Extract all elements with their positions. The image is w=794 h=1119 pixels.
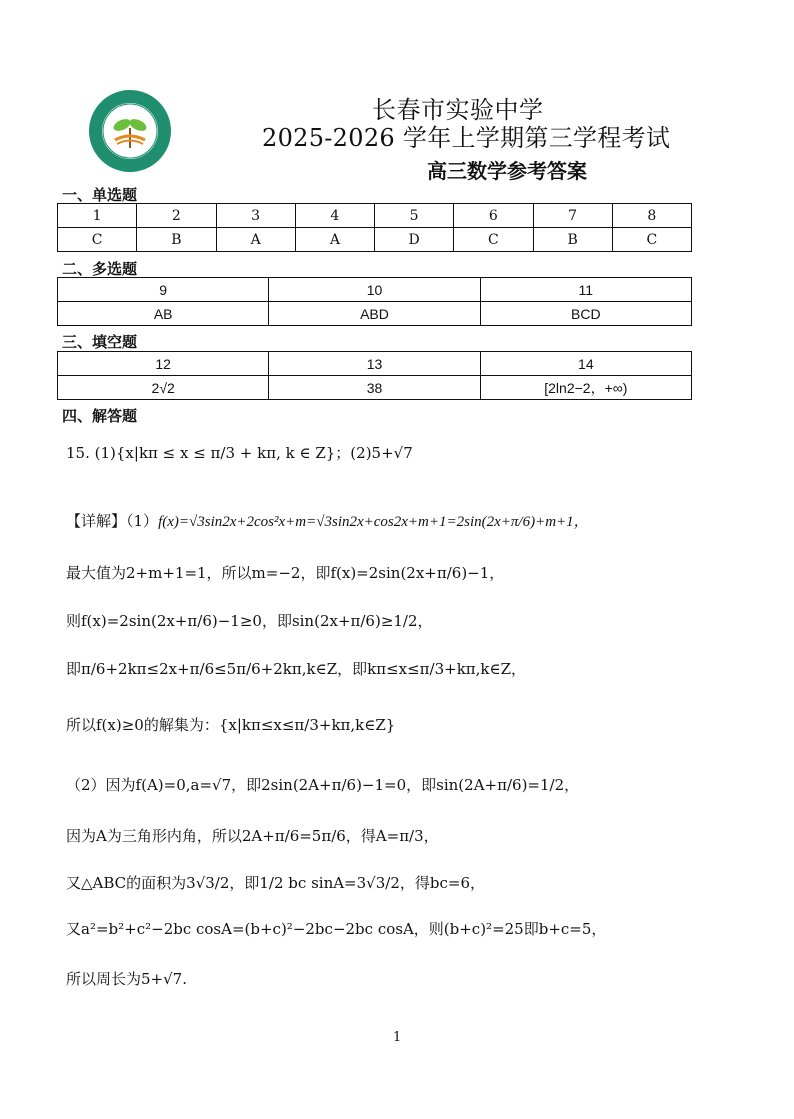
- q15-step-1: 【详解】（1）f(x)=√3sin2x+2cos²x+m=√3sin2x+cos2x+m+1=2sin(2x+π/6)+m+1，: [66, 512, 589, 530]
- answer-cell: B: [137, 228, 216, 252]
- answer-cell: C: [612, 228, 691, 252]
- q15-step-8: 又△ABC的面积为3√3/2，即1/2 bc sinA=3√3/2，得bc=6，: [66, 874, 485, 892]
- answer-cell: BCD: [480, 302, 691, 326]
- exam-title: 2025-2026 学年上学期第三学程考试: [262, 124, 671, 152]
- q15-step-7: 因为A为三角形内角，所以2A+π/6=5π/6，得A=π/3，: [66, 827, 439, 845]
- question-number-cell: 13: [269, 352, 480, 376]
- section-multi-choice: 二、多选题: [62, 260, 138, 278]
- question-number-cell: 6: [454, 204, 533, 228]
- page-number: 1: [393, 1030, 402, 1045]
- answer-cell: C: [454, 228, 533, 252]
- question-number-cell: 7: [533, 204, 612, 228]
- answer-cell: A: [295, 228, 374, 252]
- question-number-cell: 12: [58, 352, 269, 376]
- single-choice-table: [57, 203, 692, 252]
- q15-step-9: 又a²=b²+c²−2bc cosA=(b+c)²−2bc−2bc cosA，则(b+c)²=25即b+c=5，: [66, 920, 607, 938]
- question-number-cell: 5: [375, 204, 454, 228]
- answer-cell: 38: [269, 376, 480, 400]
- question-number-cell: 4: [295, 204, 374, 228]
- answer-cell: D: [375, 228, 454, 252]
- question-number-cell: 11: [480, 278, 691, 302]
- section-fill-blank: 三、填空题: [62, 333, 138, 351]
- question-number-cell: 2: [137, 204, 216, 228]
- q15-step-4: 即π/6+2kπ≤2x+π/6≤5π/6+2kπ,k∈Z，即kπ≤x≤π/3+kπ,k∈Z，: [66, 660, 527, 678]
- answer-cell: C: [58, 228, 137, 252]
- q15-answer: 15. (1){x|kπ ≤ x ≤ π/3 + kπ, k ∈ Z}；(2)5+√7: [66, 444, 413, 462]
- section-single-choice: 一、单选题: [62, 186, 138, 204]
- fill-blank-table: [57, 351, 692, 400]
- answer-cell: 2√2: [58, 376, 269, 400]
- question-number-cell: 1: [58, 204, 137, 228]
- question-number-cell: 10: [269, 278, 480, 302]
- q15-step-6: （2）因为f(A)=0,a=√7，即2sin(2A+π/6)−1=0，即sin(2A+π/6)=1/2，: [66, 776, 580, 794]
- answer-cell: A: [216, 228, 295, 252]
- q15-step-2: 最大值为2+m+1=1，所以m=−2，即f(x)=2sin(2x+π/6)−1，: [66, 564, 505, 582]
- subject-title: 高三数学参考答案: [427, 159, 587, 183]
- q15-step-3: 则f(x)=2sin(2x+π/6)−1≥0，即sin(2x+π/6)≥1/2，: [66, 612, 433, 630]
- section-solutions: 四、解答题: [62, 407, 138, 425]
- multi-choice-table: [57, 277, 692, 326]
- answer-cell: AB: [58, 302, 269, 326]
- answer-cell: [2ln2−2，+∞): [480, 376, 691, 400]
- question-number-cell: 14: [480, 352, 691, 376]
- question-number-cell: 3: [216, 204, 295, 228]
- answer-cell: ABD: [269, 302, 480, 326]
- school-name: 长春市实验中学: [372, 96, 544, 124]
- question-number-cell: 9: [58, 278, 269, 302]
- question-number-cell: 8: [612, 204, 691, 228]
- school-logo: [87, 88, 173, 174]
- q15-step-10: 所以周长为5+√7.: [66, 970, 187, 988]
- q15-step-5: 所以f(x)≥0的解集为：{x|kπ≤x≤π/3+kπ,k∈Z}: [66, 716, 396, 734]
- answer-cell: B: [533, 228, 612, 252]
